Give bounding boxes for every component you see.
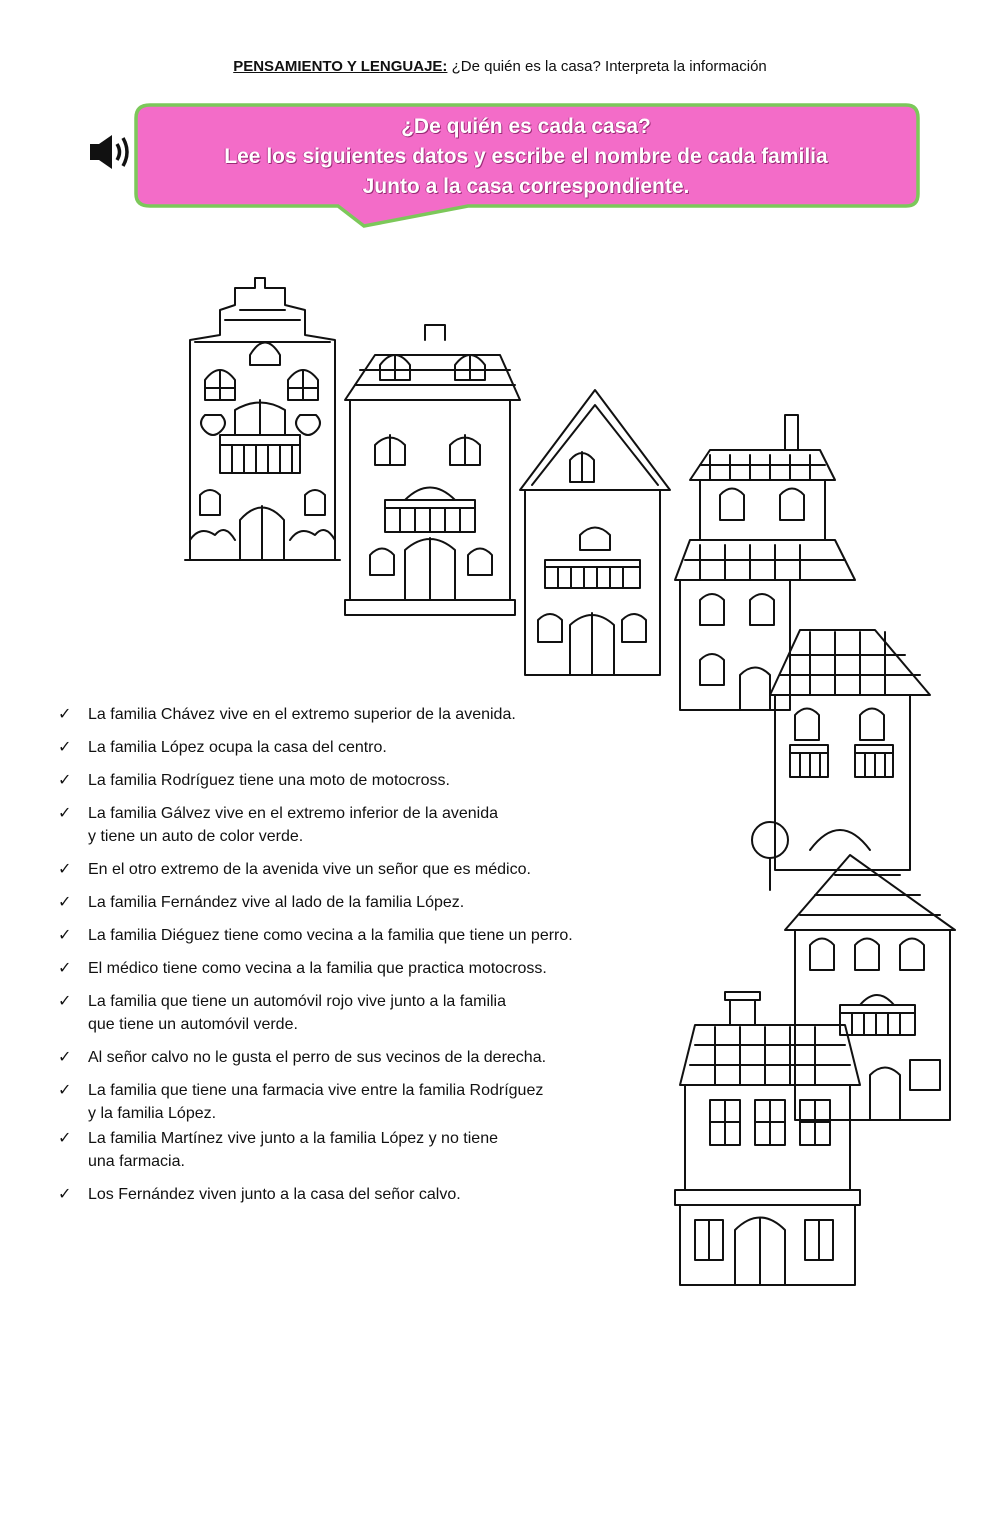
clue-text: Al señor calvo no le gusta el perro de sus vecinos de la derecha.	[88, 1049, 547, 1066]
house-6	[785, 855, 955, 1120]
instruction-line-1: Lee los siguientes datos y escribe el nombre de cada familia	[224, 145, 828, 168]
check-icon: ✓	[58, 1186, 72, 1203]
clue-item	[58, 957, 658, 980]
clue-text-continued: una farmacia.	[88, 1153, 185, 1170]
clue-text: La familia Chávez vive en el extremo superior de la avenida.	[88, 706, 516, 723]
check-icon: ✓	[58, 772, 72, 789]
check-icon: ✓	[58, 894, 72, 911]
clue-text: La familia López ocupa la casa del centro.	[88, 739, 387, 756]
clue-text: El médico tiene como vecina a la familia que practica motocross.	[88, 960, 547, 977]
clue-text-continued: y la familia López.	[88, 1105, 217, 1122]
clue-list	[58, 703, 658, 1216]
check-icon: ✓	[58, 1049, 72, 1066]
clue-text: La familia Martínez vive junto a la familia López y no tiene	[88, 1130, 498, 1147]
instruction-text	[136, 112, 916, 202]
clue-text: En el otro extremo de la avenida vive un señor que es médico.	[88, 861, 531, 878]
house-7	[675, 992, 860, 1285]
house-5	[752, 630, 930, 890]
clue-text-continued: y tiene un auto de color verde.	[88, 828, 304, 845]
clue-text: La familia Rodríguez tiene una moto de motocross.	[88, 772, 450, 789]
clue-text: La familia que tiene un automóvil rojo vive junto a la familia	[88, 993, 507, 1010]
check-icon: ✓	[58, 927, 72, 944]
clue-text: La familia Diéguez tiene como vecina a la familia que tiene un perro.	[88, 927, 573, 944]
check-icon: ✓	[58, 1082, 72, 1099]
worksheet-header	[0, 58, 1000, 75]
clue-item	[58, 769, 658, 792]
check-icon: ✓	[58, 960, 72, 977]
instruction-title: ¿De quién es cada casa?	[401, 115, 651, 138]
check-icon: ✓	[58, 805, 72, 822]
clue-item	[58, 858, 658, 881]
clue-item	[58, 703, 658, 726]
clue-item	[58, 1046, 658, 1069]
check-icon: ✓	[58, 739, 72, 756]
clue-text: La familia que tiene una farmacia vive entre la familia Rodríguez	[88, 1082, 544, 1099]
clue-item	[58, 1079, 658, 1125]
speaker-icon[interactable]	[86, 132, 132, 172]
house-4	[675, 415, 855, 710]
clue-item	[58, 802, 658, 848]
check-icon: ✓	[58, 706, 72, 723]
instruction-line-2: Junto a la casa correspondiente.	[362, 175, 690, 198]
clue-text: La familia Gálvez vive en el extremo inferior de la avenida	[88, 805, 498, 822]
check-icon: ✓	[58, 993, 72, 1010]
clue-item	[58, 891, 658, 914]
instruction-bubble	[128, 98, 928, 238]
clue-item	[58, 990, 658, 1036]
clue-text-continued: que tiene un automóvil verde.	[88, 1016, 298, 1033]
subject-label: PENSAMIENTO Y LENGUAJE:	[233, 58, 448, 75]
topic-label: ¿De quién es la casa? Interpreta la información	[447, 58, 767, 75]
clue-item	[58, 1127, 658, 1173]
clue-text: La familia Fernández vive al lado de la familia López.	[88, 894, 465, 911]
clue-item	[58, 924, 658, 947]
check-icon: ✓	[58, 1130, 72, 1147]
clue-item	[58, 1183, 658, 1206]
clue-item	[58, 736, 658, 759]
check-icon: ✓	[58, 861, 72, 878]
clue-text: Los Fernández viven junto a la casa del señor calvo.	[88, 1186, 461, 1203]
house-2	[345, 325, 520, 615]
house-3	[520, 390, 670, 675]
house-1	[185, 278, 340, 560]
